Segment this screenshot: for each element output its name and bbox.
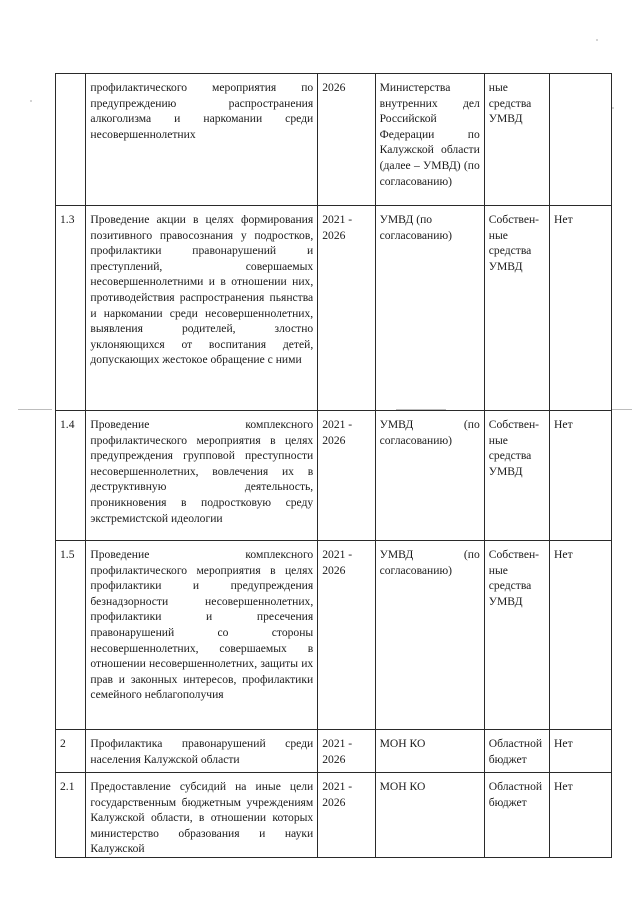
scan-artifact-dot [596, 39, 598, 41]
row-cost: Нет [550, 730, 612, 773]
row-number: 1.3 [56, 206, 86, 411]
row-years: 2021 - 2026 [318, 541, 375, 730]
table-row [56, 730, 612, 773]
row-description: Предоставление субсидий на иные цели государственным бюджетным учреждениям Калужской области, в отношении которых министерство образования и науки Калужской [86, 773, 318, 858]
row-cost: Нет [550, 411, 612, 541]
row-description: Проведение комплексного профилактического мероприятия в целях предупреждения групповой преступности несовершеннолетних, вовлечения их в деструктивную деятельность, проникновения в подростковую среду экстремистской идеологии [86, 411, 318, 541]
row-funding-source: Собствен-ные средства УМВД [484, 411, 549, 541]
row-number: 1.5 [56, 541, 86, 730]
row-years: 2021 - 2026 [318, 411, 375, 541]
row-executor: Министерства внутренних дел Российской Федерации по Калужской области (далее – УМВД) (по согласованию) [375, 74, 484, 206]
row-number: 2.1 [56, 773, 86, 858]
scan-artifact-dot [612, 107, 614, 109]
row-funding-source: Собствен-ные средства УМВД [484, 206, 549, 411]
row-executor: УМВД (по согласованию) [375, 206, 484, 411]
row-number: 2 [56, 730, 86, 773]
row-funding-source: Областной бюджет [484, 730, 549, 773]
row-number: 1.4 [56, 411, 86, 541]
scan-artifact-line [612, 409, 632, 410]
row-cost: Нет [550, 773, 612, 858]
row-description: Проведение комплексного профилактического мероприятия в целях профилактики и предупреждения безнадзорности несовершеннолетних, профилактики и пресечения правонарушений со стороны несовершеннолетних, совершаемых в отношении несовершеннолетних, защиты их прав и законных интересов, профилактики семейного неблагополучия [86, 541, 318, 730]
row-years: 2021 - 2026 [318, 773, 375, 858]
row-description: Профилактика правонарушений среди населения Калужской области [86, 730, 318, 773]
row-description: Проведение акции в целях формирования позитивного правосознания у подростков, профилактики правонарушений и преступлений, совершаемых несовершеннолетними и в отношении них, противодействия распространения пьянства и наркомании среди несовершеннолетних, выявления родителей, злостно уклоняющихся от воспитания детей, допускающих жестокое обращение с ними [86, 206, 318, 411]
table-row [56, 411, 612, 541]
row-executor: УМВД (по согласованию) [375, 541, 484, 730]
row-funding-source: Собствен-ные средства УМВД [484, 541, 549, 730]
table-row [56, 541, 612, 730]
table-row [56, 206, 612, 411]
scan-artifact-dot [30, 100, 32, 102]
row-executor: УМВД (по согласованию) [375, 411, 484, 541]
row-years: 2021 - 2026 [318, 730, 375, 773]
measures-table [55, 73, 612, 858]
row-funding-source: ные средства УМВД [484, 74, 549, 206]
row-cost [550, 74, 612, 206]
row-number [56, 74, 86, 206]
row-description: профилактического мероприятия по предупреждению распространения алкоголизма и наркомании среди несовершеннолетних [86, 74, 318, 206]
row-funding-source: Областной бюджет [484, 773, 549, 858]
scan-artifact-line [18, 409, 52, 410]
row-executor: МОН КО [375, 730, 484, 773]
row-cost: Нет [550, 206, 612, 411]
row-executor: МОН КО [375, 773, 484, 858]
table-row [56, 773, 612, 858]
row-years: 2021 - 2026 [318, 206, 375, 411]
row-years: 2026 [318, 74, 375, 206]
table-row [56, 74, 612, 206]
row-cost: Нет [550, 541, 612, 730]
